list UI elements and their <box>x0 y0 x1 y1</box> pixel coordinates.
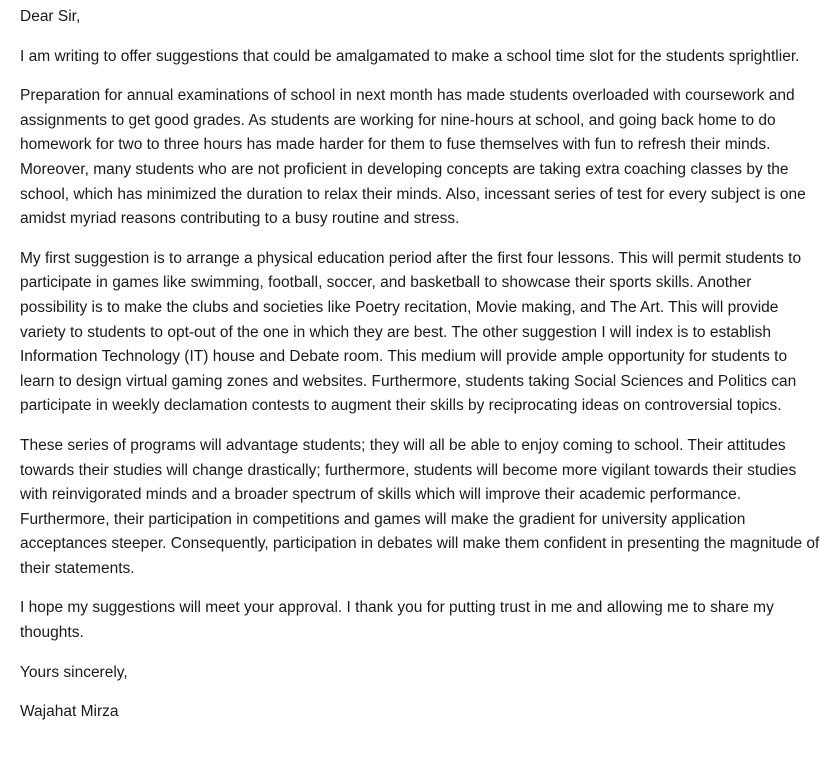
paragraph-conclusion: I hope my suggestions will meet your approval. I thank you for putting trust in me and allowing me to share my thoughts. <box>20 599 774 642</box>
closing: Yours sincerely, <box>20 663 128 681</box>
letter-body <box>20 5 820 740</box>
paragraph-problem: Preparation for annual examinations of school in next month has made students overloaded with coursework and assignments to get good grades. As students are working for nine-hours at school, and going back home to do homework for two to three hours has made harder for them to fuse themselves with fun to refresh their minds. Moreover, many students who are not proficient in developing concepts are taking extra coaching classes by the school, which has minimized the duration to relax their minds. Also, incessant series of test for every subject is one amidst myriad reasons contributing to a busy routine and stress. <box>20 87 806 228</box>
salutation: Dear Sir, <box>20 8 81 25</box>
paragraph-suggestions: My first suggestion is to arrange a physical education period after the first four lessons. This will permit students to participate in games like swimming, football, soccer, and basketball to showcase their sports skills. Another possibility is to make the clubs and societies like Poetry recitation, Movie making, and The Art. This will provide variety to students to opt-out of the one in which they are best. The other suggestion I will index is to establish Information Technology (IT) house and Debate room. This medium will provide ample opportunity for students to learn to design virtual gaming zones and websites. Furthermore, students taking Social Sciences and Politics can participate in weekly declamation contests to augment their skills by reciprocating ideas on controversial topics. <box>20 249 802 415</box>
paragraph-intro: I am writing to offer suggestions that could be amalgamated to make a school time slot for the students sprightlier. <box>20 47 800 65</box>
signature: Wajahat Mirza <box>20 703 119 721</box>
paragraph-benefits: These series of programs will advantage students; they will all be able to enjoy coming to school. Their attitudes towards their studies will change drastically; furthermore, students will become more vigilant towards their studies with reinvigorated minds and a broader spectrum of skills which will improve their academic performance. Furthermore, their participation in competitions and games will make the gradient for university application acceptances steeper. Consequently, participation in debates will make them confident in presenting the magnitude of their statements. <box>20 436 820 577</box>
